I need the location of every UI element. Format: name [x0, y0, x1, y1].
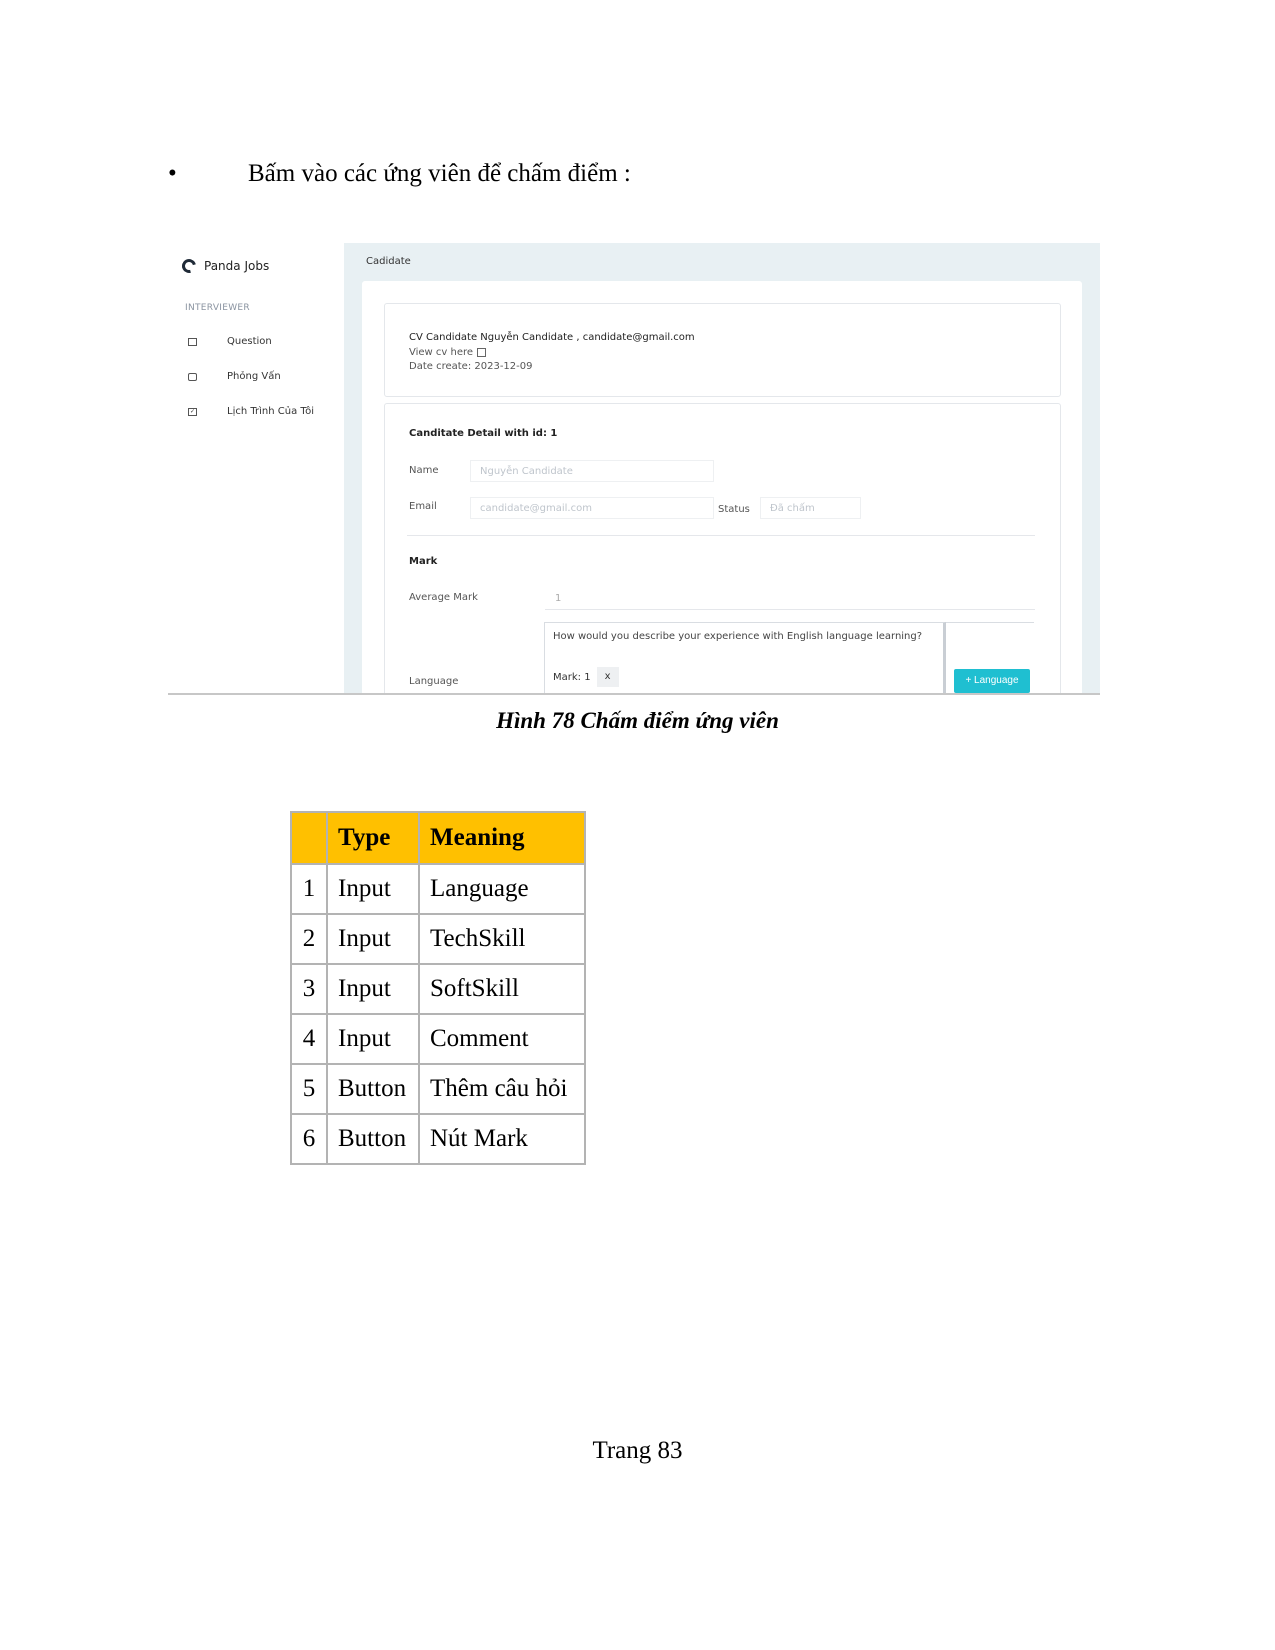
table-cell: Input: [327, 1014, 419, 1064]
language-label: Language: [409, 676, 459, 687]
table-cell: 1: [291, 864, 327, 914]
table-cell: 5: [291, 1064, 327, 1114]
table-row: [291, 1064, 585, 1114]
cv-title: CV Candidate Nguyễn Candidate , candidate@gmail.com: [409, 332, 695, 343]
header-cell-type: Type: [327, 812, 419, 864]
table-cell: Comment: [419, 1014, 585, 1064]
content-panel: [362, 281, 1082, 695]
average-mark-value: 1: [555, 593, 562, 604]
table-header-row: [291, 812, 585, 864]
table-cell: TechSkill: [419, 914, 585, 964]
sidebar-item-label: Phỏng Vấn: [227, 371, 281, 382]
sidebar-item-label: Question: [227, 336, 272, 347]
question-mark: [553, 667, 619, 687]
table-cell: Button: [327, 1064, 419, 1114]
email-field[interactable]: candidate@gmail.com: [470, 497, 714, 519]
table-cell: 6: [291, 1114, 327, 1164]
table-cell: Input: [327, 864, 419, 914]
table-cell: 3: [291, 964, 327, 1014]
header-cell-index: [291, 812, 327, 864]
section-divider: [407, 535, 1035, 536]
table-cell: Thêm câu hỏi: [419, 1064, 585, 1114]
brand-name: Panda Jobs: [204, 259, 270, 273]
brand[interactable]: [182, 259, 269, 273]
external-link-icon: [477, 348, 486, 357]
table-cell: Button: [327, 1114, 419, 1164]
table-row: [291, 1014, 585, 1064]
status-field[interactable]: Đã chấm: [760, 497, 861, 519]
sidebar-item-lich-trinh[interactable]: [188, 406, 314, 417]
table-row: [291, 914, 585, 964]
bullet-text: Bấm vào các ứng viên để chấm điểm :: [248, 160, 631, 187]
table-cell: SoftSkill: [419, 964, 585, 1014]
cv-card: [384, 303, 1061, 397]
video-icon: [188, 373, 197, 381]
name-label: Name: [409, 465, 439, 476]
header-cell-meaning: Meaning: [419, 812, 585, 864]
sidebar: [168, 243, 344, 693]
table-cell: Input: [327, 914, 419, 964]
calendar-check-icon: ✓: [189, 407, 196, 415]
table-cell: Language: [419, 864, 585, 914]
breadcrumb: Cadidate: [366, 256, 411, 267]
candidate-detail-card: [384, 403, 1061, 695]
table-cell: Input: [327, 964, 419, 1014]
table-cell: 4: [291, 1014, 327, 1064]
remove-mark-button[interactable]: x: [597, 667, 619, 687]
book-icon: [188, 338, 197, 346]
average-mark-underline: [545, 609, 1035, 610]
figure-caption: Hình 78 Chấm điểm ứng viên: [496, 708, 779, 733]
app-screenshot: [168, 243, 1100, 695]
email-label: Email: [409, 501, 437, 512]
panda-logo-icon: [179, 256, 198, 275]
status-label: Status: [718, 504, 750, 515]
question-text: How would you describe your experience with English language learning?: [553, 631, 923, 642]
detail-title: Canditate Detail with id: 1: [409, 428, 558, 439]
language-question-box[interactable]: [544, 622, 946, 695]
sidebar-item-label: Lịch Trình Của Tôi: [227, 406, 315, 417]
table-row: [291, 864, 585, 914]
view-cv-link[interactable]: [409, 347, 486, 358]
sidebar-item-question[interactable]: [188, 336, 272, 347]
mark-title: Mark: [409, 556, 438, 567]
table-row: [291, 964, 585, 1014]
average-mark-label: Average Mark: [409, 592, 478, 603]
page-number: Trang 83: [592, 1437, 683, 1464]
mark-text: Mark: 1: [553, 671, 591, 683]
view-cv-text: View cv here: [409, 347, 474, 358]
meaning-table: [290, 811, 586, 1165]
table-row: [291, 1114, 585, 1164]
table-cell: Nút Mark: [419, 1114, 585, 1164]
name-field[interactable]: Nguyễn Candidate: [470, 460, 714, 482]
add-language-button[interactable]: + Language: [954, 669, 1030, 693]
table-cell: 2: [291, 914, 327, 964]
sidebar-item-phong-van[interactable]: [188, 371, 281, 382]
bullet-marker: •: [168, 160, 177, 187]
sidebar-section-title: INTERVIEWER: [185, 303, 250, 313]
cv-date: Date create: 2023-12-09: [409, 361, 533, 372]
main-content: [344, 243, 1100, 693]
